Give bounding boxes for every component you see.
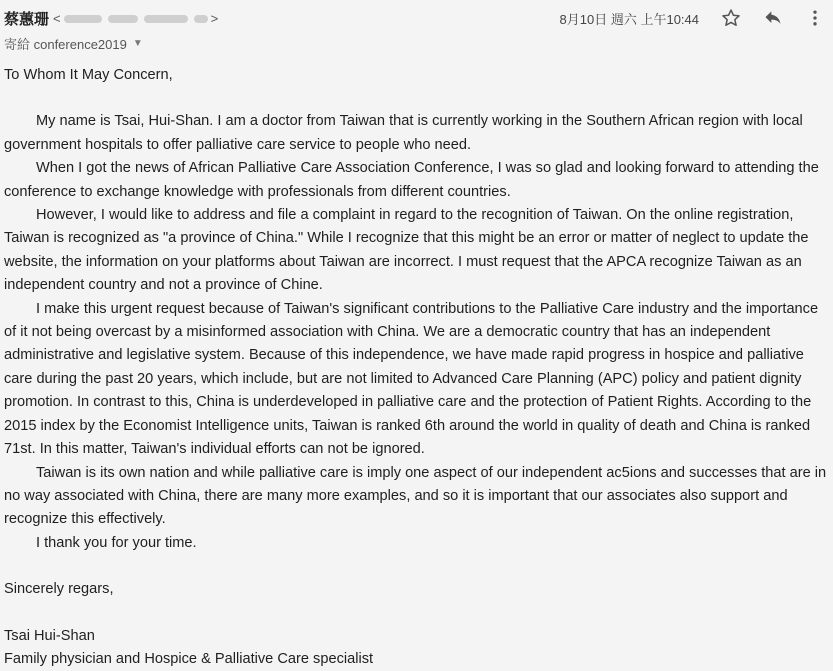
sender-email-open: <: [53, 11, 61, 26]
recipient-label: 寄給 conference2019: [4, 37, 127, 52]
spacer: [4, 602, 830, 625]
sender-email-close: >: [210, 11, 219, 26]
spacer: [4, 555, 830, 578]
paragraph: When I got the news of African Palliative Care Association Conference, I was so glad and looking forward to attending the conference to exchange knowledge with professionals from different countries.: [4, 160, 819, 200]
paragraph: However, I would like to address and file a complaint in regard to the recognition of Taiwan. On the online registration, Taiwan is recognized as "a province of China." While I recognize that this might be an error or matter of neglect to update the website, the information on your platforms about Taiwan are incorrect. I must request that the APCA recognize Taiwan as an independent country and not a province of Chine.: [4, 207, 809, 294]
spacer: [4, 87, 830, 110]
paragraph: Taiwan is its own nation and while palliative care is imply one aspect of our independent ac5ions and successes that are in no way associated with China, there are many more examples, and so it is important that our associates also support and recognize this effectively.: [4, 464, 827, 528]
sender-name[interactable]: 蔡蕙珊: [4, 11, 50, 28]
reply-icon[interactable]: [763, 8, 783, 28]
salutation: To Whom It May Concern,: [4, 67, 173, 83]
recipient-row[interactable]: [4, 34, 143, 53]
paragraph: My name is Tsai, Hui-Shan. I am a doctor from Taiwan that is currently working in the Southern African region with local government hospitals to offer palliative care service to people who need.: [4, 113, 803, 153]
signature-name: Tsai Hui-Shan: [4, 627, 95, 644]
email-date: 8月10日 週六 上午10:44: [559, 11, 699, 27]
star-icon[interactable]: [721, 8, 741, 28]
redacted-email-part: [64, 15, 102, 23]
closing: Sincerely regars,: [4, 581, 114, 598]
header-meta: [560, 8, 833, 28]
more-vert-icon[interactable]: [805, 8, 825, 28]
email-header: [0, 0, 833, 60]
paragraph: I thank you for your time.: [36, 534, 197, 551]
email-body: [4, 64, 830, 671]
redacted-email-part: [144, 15, 188, 23]
paragraph: I make this urgent request because of Taiwan's significant contributions to the Palliative Care industry and the importance of it not being overcast by a misinformed association with China. We are a democratic country that has an independent administrative and legislative system. Because of this independence, we have made rapid progress in hospice and palliative care during the past 20 years, which include, but are not limited to Advanced Care Planning (APC) policy and patient dignity promotion. In contrast to this, China is underdeveloped in palliative care and the protection of Patient Rights. According to the 2015 index by the Economist Intelligence units, Taiwan is ranked 6th around the world in quality of death and China is ranked 71st. In this matter, Taiwan's individual efforts can not be ignored.: [4, 300, 819, 458]
chevron-down-icon[interactable]: ▼: [132, 38, 143, 49]
redacted-email-part: [194, 15, 208, 23]
sender-row: [4, 8, 218, 29]
signature-title: Family physician and Hospice & Palliative Care specialist: [4, 650, 374, 667]
sender-email[interactable]: [53, 11, 218, 26]
redacted-email-part: [108, 15, 138, 23]
